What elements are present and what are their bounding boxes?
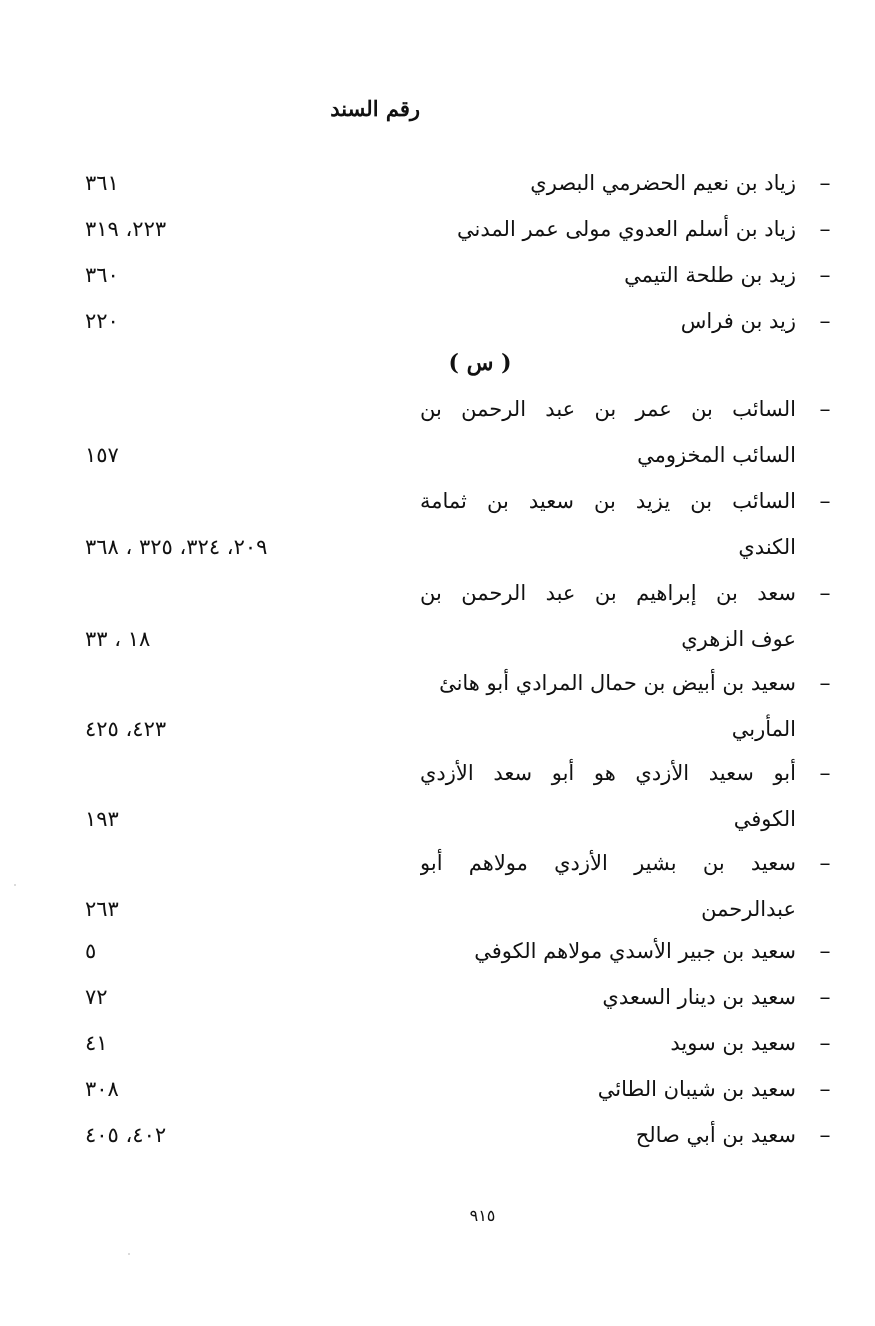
dash-marker: – <box>819 671 831 696</box>
dash-marker: – <box>819 309 831 334</box>
dash-marker: – <box>819 397 831 422</box>
dash-marker: – <box>819 263 831 288</box>
dash-marker: – <box>819 985 831 1010</box>
dash-marker: – <box>819 489 831 514</box>
entry-refs: ٢٦٣ <box>85 897 119 921</box>
dash-marker: – <box>819 1031 831 1056</box>
dash-marker: – <box>819 761 831 786</box>
entry-refs: ١٩٣ <box>85 807 119 831</box>
section-letter-heading: ( س ) <box>448 350 512 376</box>
entry-refs: ١٨ ، ٣٣ <box>85 627 151 651</box>
dash-marker: – <box>819 851 831 876</box>
entry-refs: ١٥٧ <box>85 443 119 467</box>
entry-refs: ٣٠٨ <box>85 1077 119 1101</box>
entry-name-line1: أبو سعيد الأزدي هو أبو سعد الأزدي <box>420 761 796 785</box>
entry-name: سعيد بن أبي صالح <box>635 1123 796 1147</box>
entry-name-line1: السائب بن عمر بن عبد الرحمن بن <box>420 397 796 421</box>
entry-name: سعيد بن جبير الأسدي مولاهم الكوفي <box>474 939 796 963</box>
entry-refs: ٣٦١ <box>85 171 119 195</box>
entry-name-line1: سعيد بن بشير الأزدي مولاهم أبو <box>420 851 796 875</box>
entry-name-line2: المأربي <box>731 717 796 741</box>
entry-refs: ٤٠٢، ٤٠٥ <box>85 1123 167 1147</box>
dash-marker: – <box>819 1123 831 1148</box>
entry-name: زيد بن طلحة التيمي <box>624 263 796 287</box>
scan-speck <box>128 1253 130 1255</box>
entry-refs: ٣٦٠ <box>85 263 119 287</box>
entry-refs: ٢٢٣، ٣١٩ <box>85 217 167 241</box>
entry-refs: ٤٢٣، ٤٢٥ <box>85 717 167 741</box>
entry-name: زياد بن أسلم العدوي مولى عمر المدني <box>457 217 796 241</box>
entry-name-line2: السائب المخزومي <box>637 443 796 467</box>
dash-marker: – <box>819 171 831 196</box>
entry-name-line2: عبدالرحمن <box>701 897 796 921</box>
page-number: ٩١٥ <box>469 1206 496 1225</box>
dash-marker: – <box>819 939 831 964</box>
entry-name-line2: الكندي <box>738 535 796 559</box>
entry-name: سعيد بن شيبان الطائي <box>597 1077 796 1101</box>
dash-marker: – <box>819 217 831 242</box>
column-title-reference-number: رقم السند <box>330 96 420 121</box>
entry-name: زياد بن نعيم الحضرمي البصري <box>530 171 796 195</box>
dash-marker: – <box>819 1077 831 1102</box>
entry-name-line1: السائب بن يزيد بن سعيد بن ثمامة <box>420 489 796 513</box>
entry-name-line1: سعيد بن أبيض بن حمال المرادي أبو هانئ <box>439 671 796 695</box>
entry-name: سعيد بن سويد <box>670 1031 796 1055</box>
entry-refs: ٢٠٩، ٣٢٤، ٣٢٥ ، ٣٦٨ <box>85 535 268 559</box>
entry-refs: ٤١ <box>85 1031 108 1055</box>
entry-name-line1: سعد بن إبراهيم بن عبد الرحمن بن <box>420 581 796 605</box>
entry-name-line2: الكوفي <box>733 807 796 831</box>
entry-refs: ٢٢٠ <box>85 309 119 333</box>
entry-refs: ٧٢ <box>85 985 108 1009</box>
entry-name: زيد بن فراس <box>680 309 796 333</box>
entry-name: سعيد بن دينار السعدي <box>602 985 796 1009</box>
entry-refs: ٥ <box>85 939 97 963</box>
scan-speck <box>14 884 16 886</box>
entry-name-line2: عوف الزهري <box>681 627 796 651</box>
dash-marker: – <box>819 581 831 606</box>
